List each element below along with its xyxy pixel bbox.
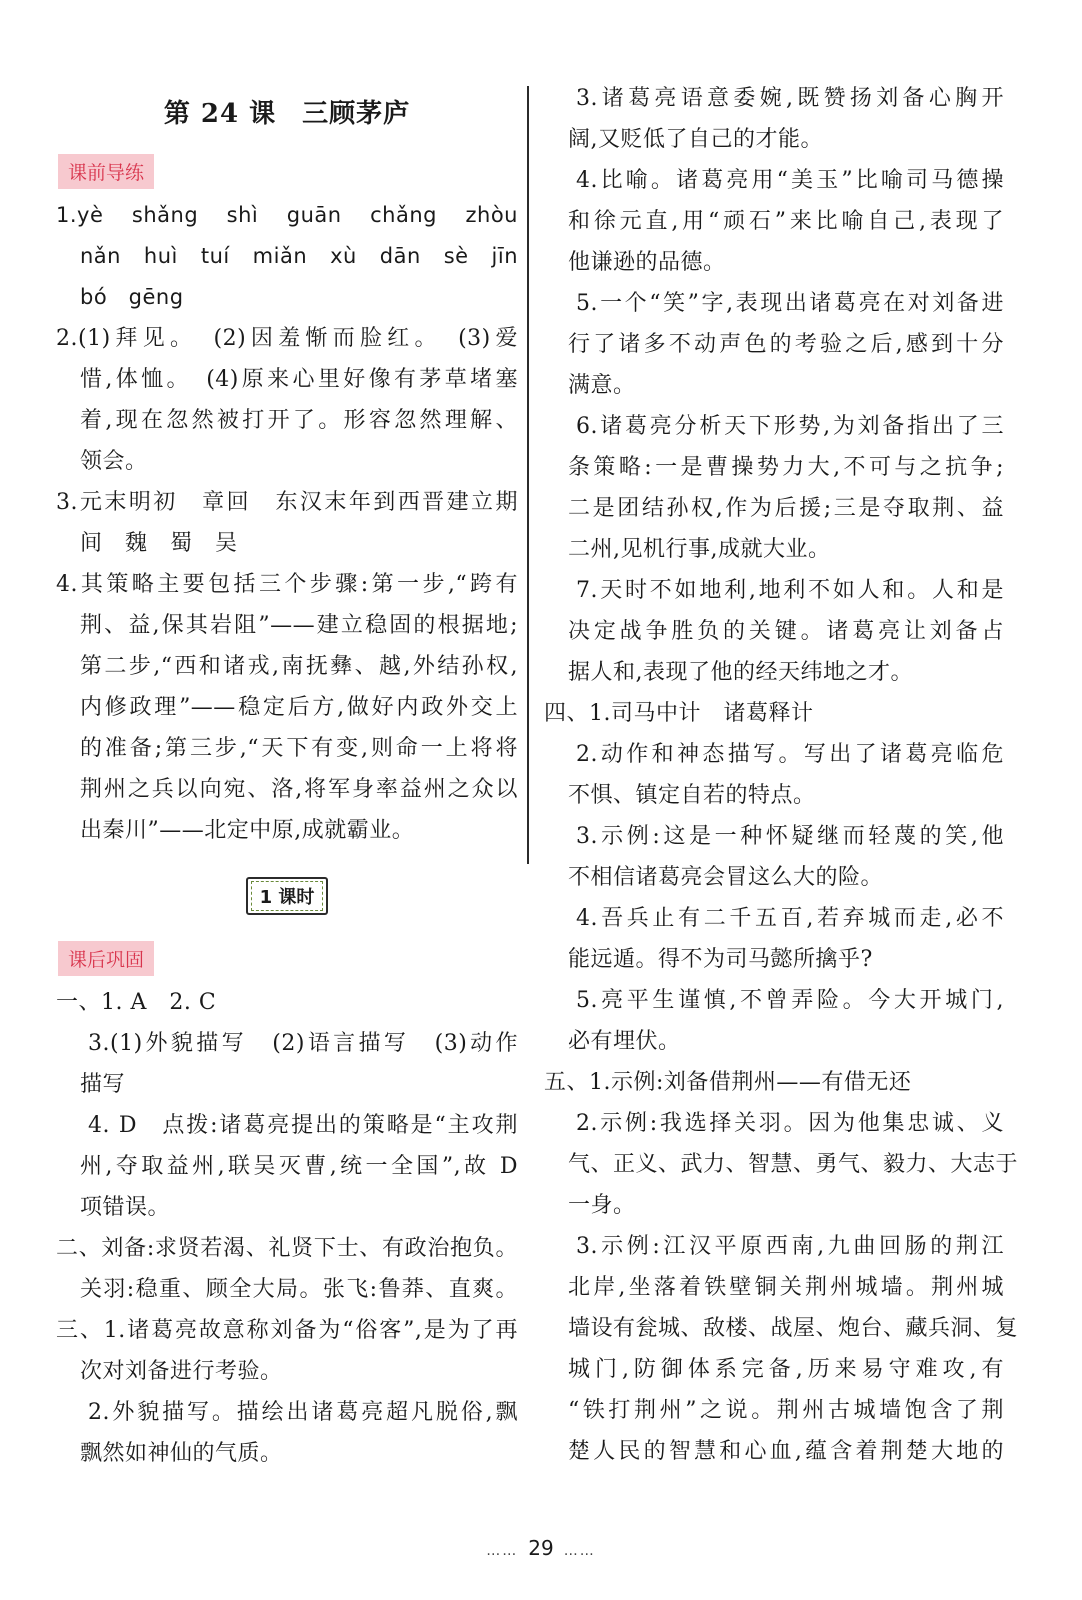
answer-line: 2.动作和神态描写。写出了诸葛亮临危 <box>576 742 1004 767</box>
answer-line: 4.比喻。诸葛亮用“美玉”比喻司马德操 <box>576 168 1004 193</box>
answer-line: 出秦川”——北定中原,成就霸业。 <box>80 818 415 843</box>
answer-line: 3.元末明初 章回 东汉末年到西晋建立期 <box>56 490 518 515</box>
answer-line: 四、1.司马中计 诸葛释计 <box>544 701 814 726</box>
answer-line: 一身。 <box>568 1193 636 1218</box>
answer-line: 二是团结孙权,作为后援;三是夺取荆、益 <box>568 496 1004 521</box>
answer-line: 满意。 <box>568 373 636 398</box>
answer-line: 惜,体恤。 (4)原来心里好像有茅草堵塞 <box>80 367 518 392</box>
answer-line: 领会。 <box>80 449 148 474</box>
answer-line: 三、1.诸葛亮故意称刘备为“俗客”,是为了再 <box>56 1318 518 1343</box>
answer-line: “铁打荆州”之说。荆州古城墙饱含了荆 <box>568 1398 1004 1423</box>
answer-line: 描写 <box>80 1072 126 1097</box>
answer-line: 第二步,“西和诸戎,南抚彝、越,外结孙权, <box>80 654 518 679</box>
answer-line: 据人和,表现了他的经天纬地之才。 <box>568 660 913 685</box>
answer-line: 1.yè shǎng shì guān chǎng zhòu <box>56 203 518 227</box>
lesson-name: 三顾茅庐 <box>302 99 411 129</box>
answer-line: 州,夺取益州,联吴灭曹,统一全国”,故 D <box>80 1154 518 1179</box>
answer-line: 着,现在忽然被打开了。形容忽然理解、 <box>80 408 518 433</box>
answer-line: 2.(1)拜见。 (2)因羞惭而脸红。 (3)爱 <box>56 326 518 351</box>
answer-line: nǎn huì tuí miǎn xù dān sè jīn <box>80 244 518 268</box>
page-dots-right: …… <box>563 1543 596 1559</box>
answer-line: 4. D 点拨:诸葛亮提出的策略是“主攻荆 <box>88 1113 518 1138</box>
section-tag-review: 课后巩固 <box>58 941 154 976</box>
answer-line: 3.(1)外貌描写 (2)语言描写 (3)动作 <box>88 1031 518 1056</box>
answer-line: 4.其策略主要包括三个步骤:第一步,“跨有 <box>56 572 518 597</box>
answer-line: 5.一个“笑”字,表现出诸葛亮在对刘备进 <box>576 291 1004 316</box>
answer-line: 不惧、镇定自若的特点。 <box>568 783 816 808</box>
page-dots-left: …… <box>486 1543 519 1559</box>
preview-answers <box>56 195 518 851</box>
page-number <box>0 1536 1082 1560</box>
answer-line: 5.亮平生谨慎,不曾弄险。今大开城门, <box>576 988 1004 1013</box>
session-badge-wrap <box>56 877 518 915</box>
answer-line: 和徐元直,用“顽石”来比喻自己,表现了 <box>568 209 1004 234</box>
answer-line: 北岸,坐落着铁壁铜关荆州城墙。荆州城 <box>568 1275 1004 1300</box>
answer-line: 阔,又贬低了自己的才能。 <box>568 127 823 152</box>
answer-line: 一、1. A 2. C <box>56 990 217 1015</box>
answer-line: 项错误。 <box>80 1195 171 1220</box>
column-divider <box>527 86 529 864</box>
answer-line: 气、正义、武力、智慧、勇气、毅力、大志于 <box>568 1152 1019 1177</box>
answer-line: 关羽:稳重、顾全大局。张飞:鲁莽、直爽。 <box>80 1277 518 1302</box>
review-answers <box>56 982 518 1474</box>
answer-line: 2.示例:我选择关羽。因为他集忠诚、义 <box>576 1111 1004 1136</box>
left-column <box>56 84 518 1474</box>
answer-line: 行了诸多不动声色的考验之后,感到十分 <box>568 332 1004 357</box>
answer-line: 内修政理”——稳定后方,做好内政外交上 <box>80 695 518 720</box>
answer-line: 3.示例:江汉平原西南,九曲回肠的荆江 <box>576 1234 1004 1259</box>
answer-line: 必有埋伏。 <box>568 1029 681 1054</box>
answer-line: 间 魏 蜀 吴 <box>80 531 238 556</box>
lesson-title <box>56 84 518 144</box>
answer-line: 7.天时不如地利,地利不如人和。人和是 <box>576 578 1004 603</box>
answer-line: 五、1.示例:刘备借荆州——有借无还 <box>544 1070 912 1095</box>
answer-line: 不相信诸葛亮会冒这么大的险。 <box>568 865 884 890</box>
answer-line: 3.示例:这是一种怀疑继而轻蔑的笑,他 <box>576 824 1004 849</box>
page-number-value: 29 <box>528 1536 554 1560</box>
answer-line: 能远遁。得不为司马懿所擒乎? <box>568 947 873 972</box>
answer-line: bó gēng <box>80 285 184 309</box>
section-tag-preview: 课前导练 <box>58 154 154 189</box>
answer-line: 3.诸葛亮语意委婉,既赞扬刘备心胸开 <box>576 86 1004 111</box>
answer-line: 荆、益,保其岩阻”——建立稳固的根据地; <box>80 613 518 638</box>
session-label: 1 课时 <box>251 881 324 911</box>
answer-line: 城门,防御体系完备,历来易守难攻,有 <box>568 1357 1004 1382</box>
answer-line: 条策略:一是曹操势力大,不可与之抗争; <box>568 455 1004 480</box>
answer-line: 他谦逊的品德。 <box>568 250 726 275</box>
answer-line: 6.诸葛亮分析天下形势,为刘备指出了三 <box>576 414 1004 439</box>
answer-line: 荆州之兵以向宛、洛,将军身率益州之众以 <box>80 777 518 802</box>
right-column <box>544 78 1019 1472</box>
answer-line: 楚人民的智慧和心血,蕴含着荆楚大地的 <box>568 1439 1004 1464</box>
answer-line: 二、刘备:求贤若渴、礼贤下士、有政治抱负。 <box>56 1236 518 1261</box>
answer-line: 飘然如神仙的气质。 <box>80 1441 283 1466</box>
lesson-number: 第 24 课 <box>163 99 277 129</box>
session-badge <box>246 877 329 915</box>
answer-line: 次对刘备进行考验。 <box>80 1359 283 1384</box>
answer-line: 墙设有瓮城、敌楼、战屋、炮台、藏兵洞、复 <box>568 1316 1019 1341</box>
answer-line: 二州,见机行事,成就大业。 <box>568 537 831 562</box>
answer-line: 决定战争胜负的关键。诸葛亮让刘备占 <box>568 619 1004 644</box>
answer-line: 2.外貌描写。描绘出诸葛亮超凡脱俗,飘 <box>88 1400 518 1425</box>
answer-line: 4.吾兵止有二千五百,若弃城而走,必不 <box>576 906 1004 931</box>
answer-line: 的准备;第三步,“天下有变,则命一上将将 <box>80 736 518 761</box>
